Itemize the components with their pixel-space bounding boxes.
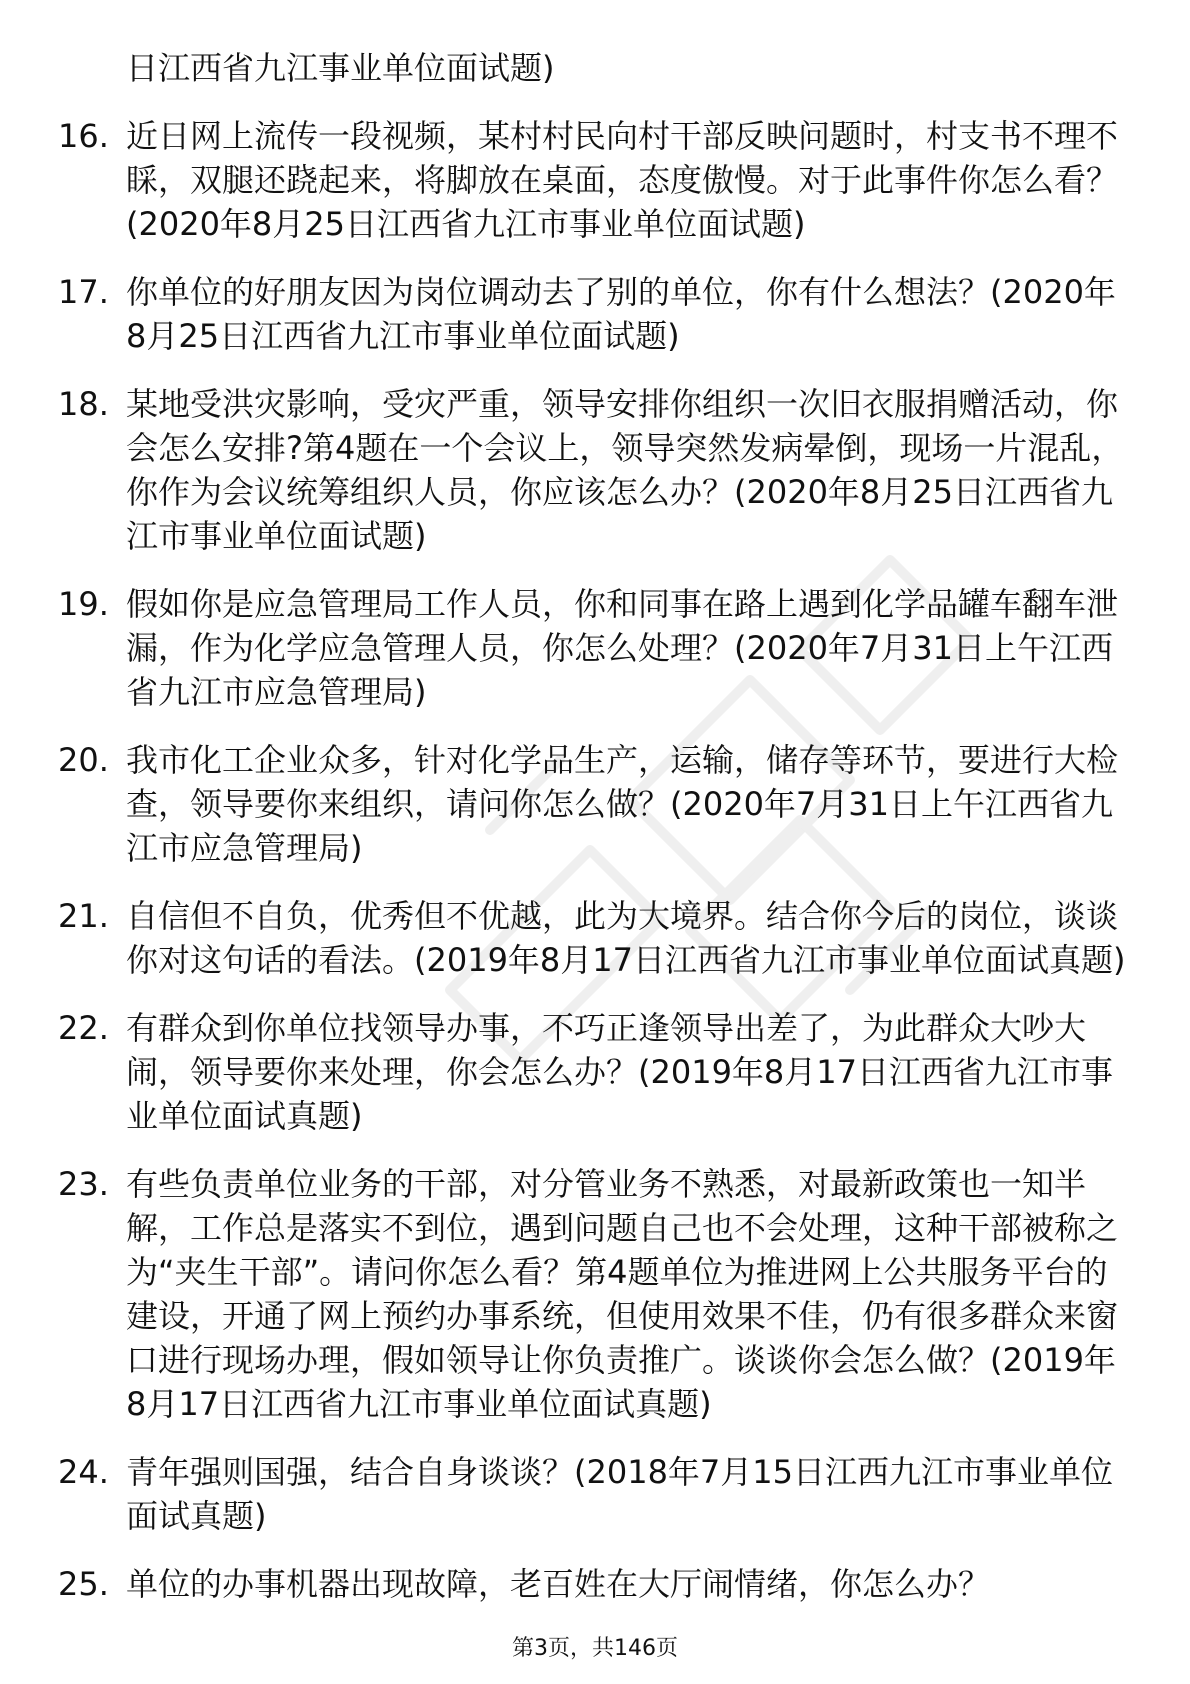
page-footer: 第3页，共146页 [512, 1636, 678, 1661]
list-item [58, 270, 1128, 358]
question-text: 单位的办事机器出现故障，老百姓在大厅闹情绪，你怎么办？ [126, 1565, 991, 1603]
question-text: 近日网上流传一段视频，某村村民向村干部反映问题时，村支书不理不睬，双腿还跷起来，将脚放在桌面，态度傲慢。对于此事件你怎么看？(2020年8月25日江西省九江市事业单位面试题) [126, 117, 1119, 243]
question-number: 23. [58, 1165, 109, 1203]
list-item [58, 1006, 1128, 1138]
question-number: 21. [58, 897, 109, 935]
question-number: 16. [58, 117, 109, 155]
list-item [58, 738, 1128, 870]
question-number: 22. [58, 1009, 109, 1047]
content-area [58, 46, 1128, 1630]
question-text: 有群众到你单位找领导办事，不巧正逢领导出差了，为此群众大吵大闹，领导要你来处理，你会怎么办？(2019年8月17日江西省九江市事业单位面试真题) [126, 1009, 1114, 1135]
list-item [58, 1450, 1128, 1538]
continuation-text: 日江西省九江事业单位面试题) [126, 49, 555, 87]
question-number: 24. [58, 1453, 109, 1491]
list-item [58, 1162, 1128, 1426]
question-number: 25. [58, 1565, 109, 1603]
question-number: 19. [58, 585, 109, 623]
question-number: 20. [58, 741, 109, 779]
list-item [58, 1562, 1128, 1606]
question-text: 青年强则国强，结合自身谈谈？(2018年7月15日江西九江市事业单位面试真题) [126, 1453, 1114, 1535]
question-number: 17. [58, 273, 109, 311]
list-item [58, 894, 1128, 982]
question-number: 18. [58, 385, 109, 423]
question-list [58, 114, 1128, 1606]
question-text: 有些负责单位业务的干部，对分管业务不熟悉，对最新政策也一知半解，工作总是落实不到位，遇到问题自己也不会处理，这种干部被称之为“夹生干部”。请问你怎么看？第4题单位为推进网上公共服务平台的建设，开通了网上预约办事系统，但使用效果不佳，仍有很多群众来窗口进行现场办理，假如领导让你负责推广。谈谈你会怎么做？(2019年8月17日江西省九江市事业单位面试真题) [126, 1165, 1119, 1423]
question-text: 你单位的好朋友因为岗位调动去了别的单位，你有什么想法？(2020年8月25日江西省九江市事业单位面试题) [126, 273, 1116, 355]
list-item [58, 382, 1128, 558]
question-text: 某地受洪灾影响，受灾严重，领导安排你组织一次旧衣服捐赠活动，你会怎么安排?第4题在一个会议上，领导突然发病晕倒，现场一片混乱，你作为会议统筹组织人员，你应该怎么办？(2020年8月25日江西省九江市事业单位面试题) [126, 385, 1124, 555]
list-item [58, 582, 1128, 714]
list-item [58, 114, 1128, 246]
question-text: 我市化工企业众多，针对化学品生产，运输，储存等环节，要进行大检查，领导要你来组织，请问你怎么做？(2020年7月31日上午江西省九江市应急管理局) [126, 741, 1119, 867]
question-text: 假如你是应急管理局工作人员，你和同事在路上遇到化学品罐车翻车泄漏，作为化学应急管理人员，你怎么处理？(2020年7月31日上午江西省九江市应急管理局) [126, 585, 1119, 711]
question-text: 自信但不自负，优秀但不优越，此为大境界。结合你今后的岗位，谈谈你对这句话的看法。(2019年8月17日江西省九江市事业单位面试真题) [126, 897, 1126, 979]
